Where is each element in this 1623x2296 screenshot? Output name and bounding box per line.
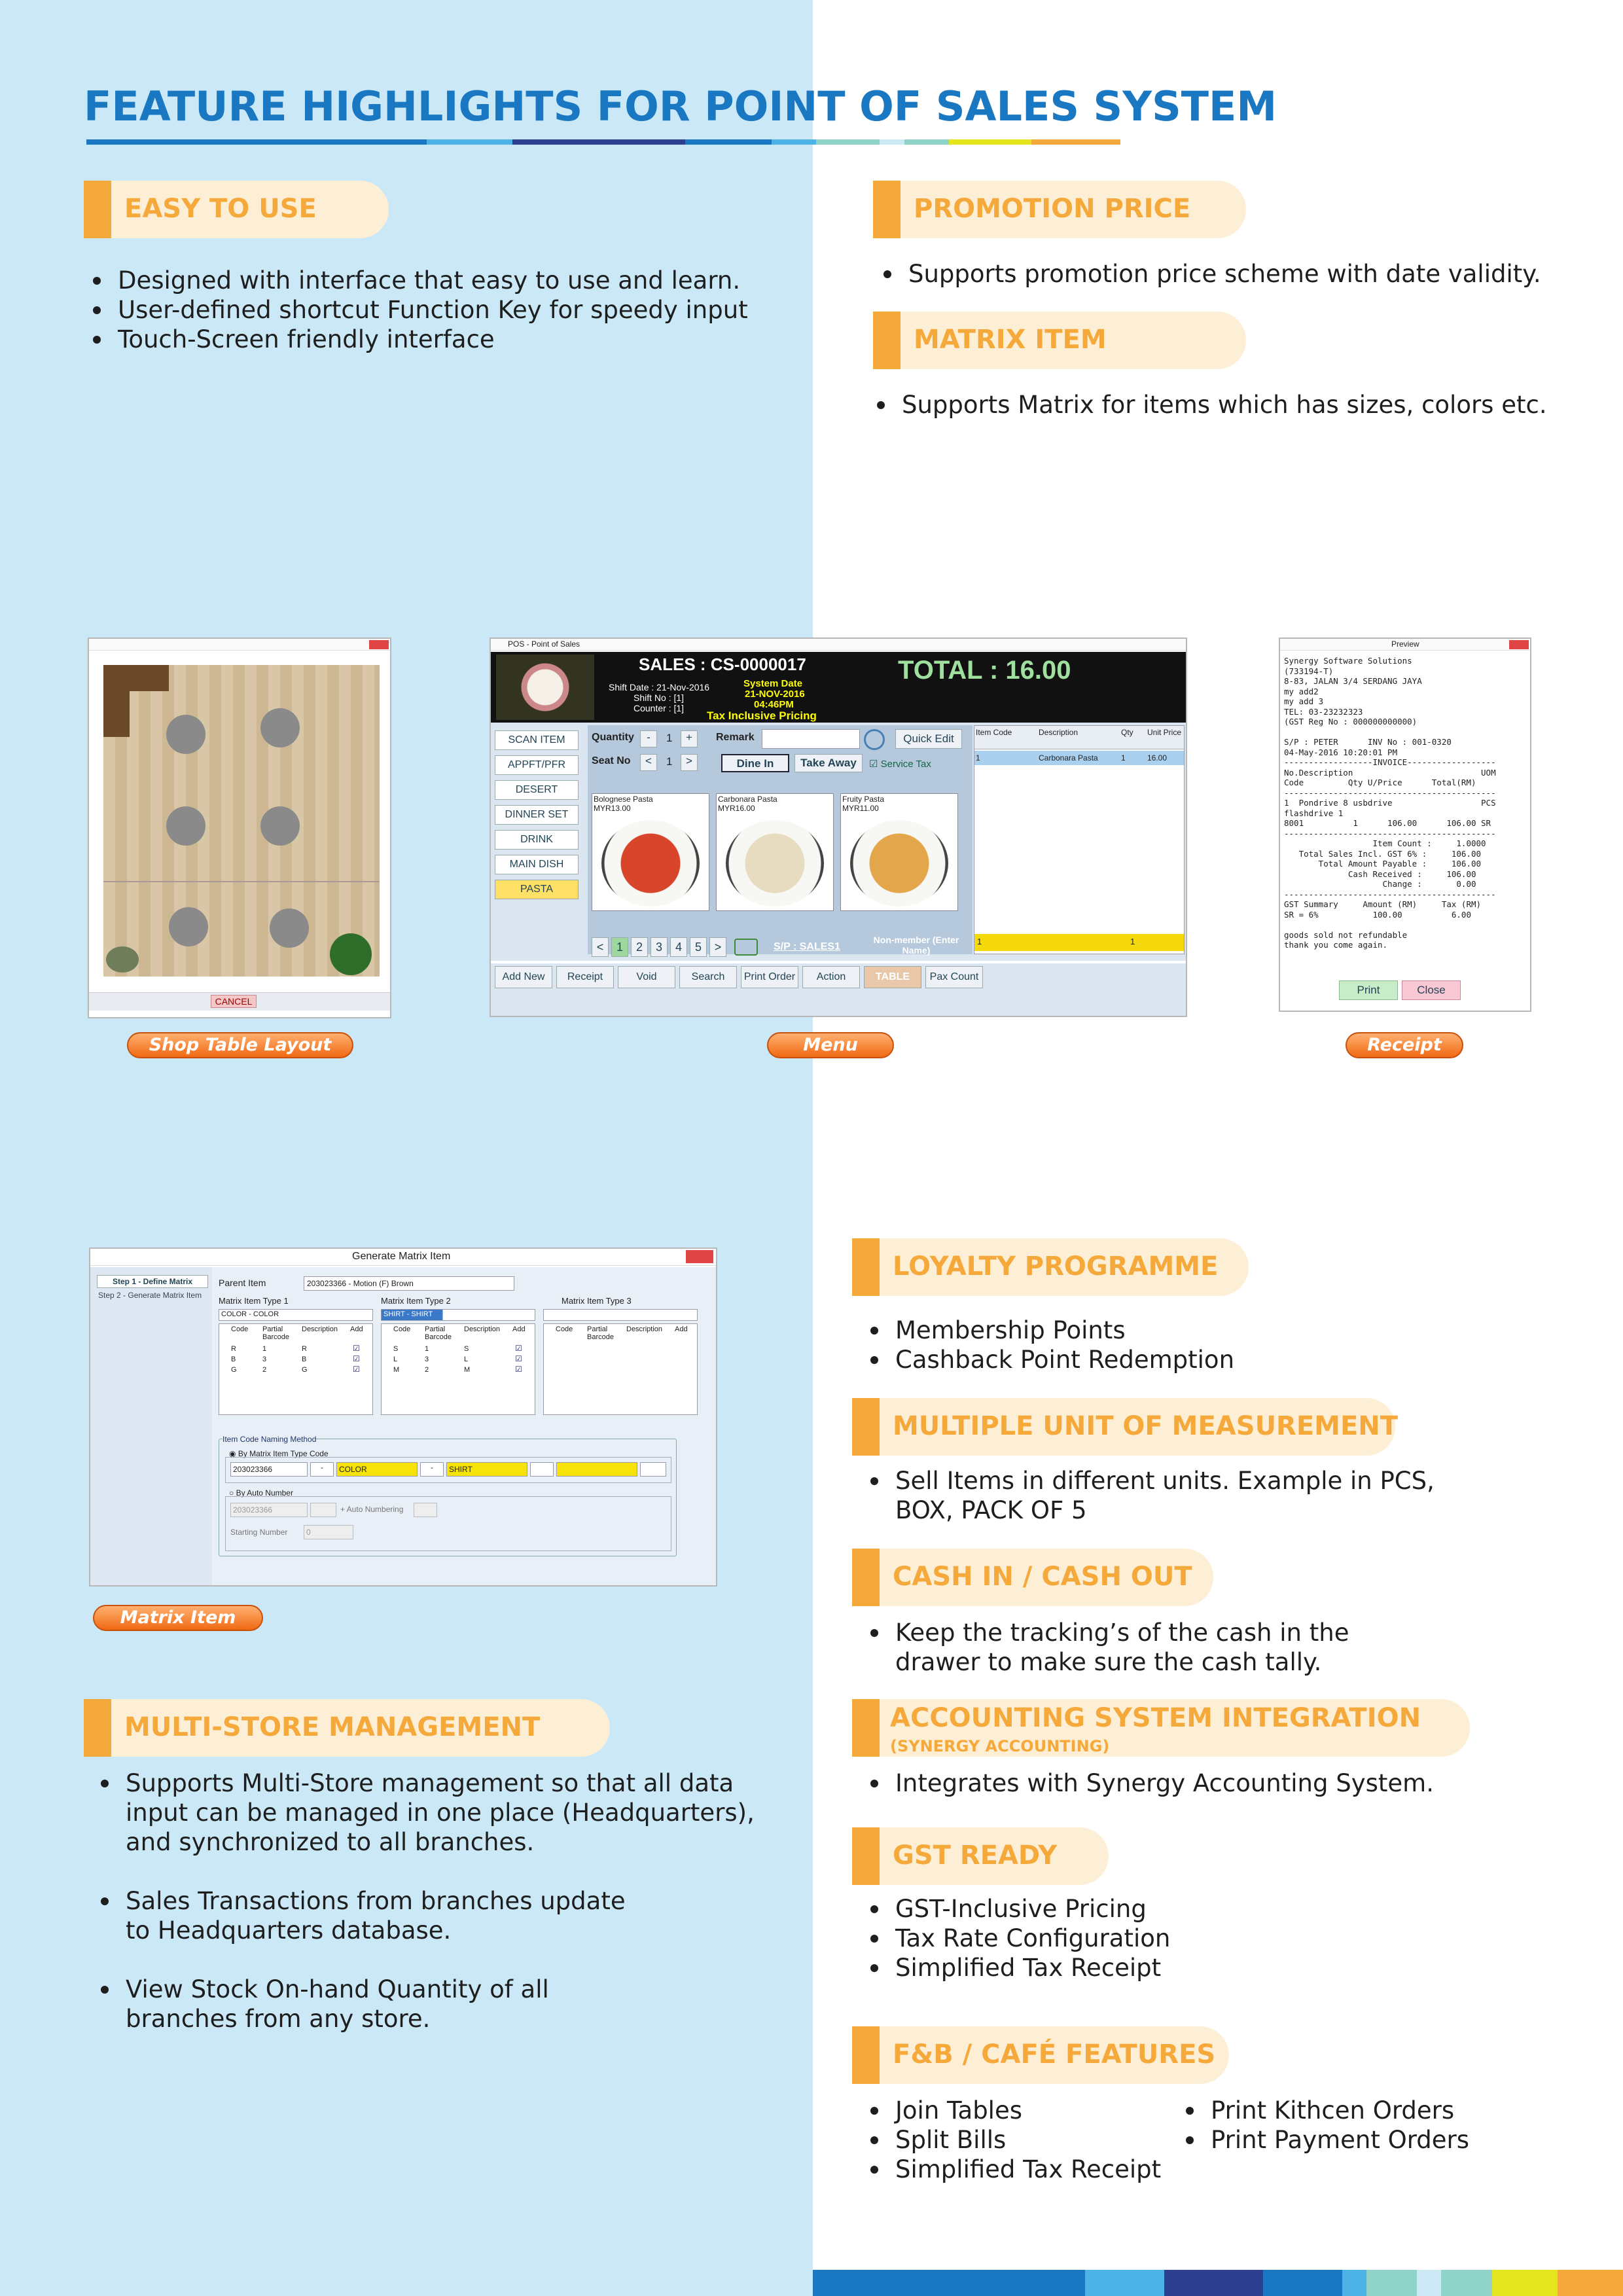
list-item: Supports promotion price scheme with date validity. xyxy=(880,259,1541,289)
stripe-segment xyxy=(1004,2270,1085,2296)
shift-no: Shift No : [1] xyxy=(633,692,685,703)
food-image xyxy=(850,820,948,906)
counter: Counter : [1] xyxy=(633,703,685,713)
table-2[interactable] xyxy=(260,708,300,747)
table-3[interactable] xyxy=(166,806,205,846)
section-heading: F&B / CAFÉ FEATURES xyxy=(893,2039,1216,2070)
caption-matrix-item: Matrix Item xyxy=(93,1605,263,1631)
list-item-line: Supports Multi-Store management so that all data xyxy=(126,1769,734,1797)
receipt-line: 8-83, JALAN 3/4 SERDANG JAYA xyxy=(1284,676,1422,686)
category-button[interactable]: DINNER SET xyxy=(495,805,579,825)
list-item: Designed with interface that easy to use and learn. xyxy=(89,266,748,295)
grid-header: Code xyxy=(393,1325,411,1333)
by-auto-label: By Auto Number xyxy=(236,1488,293,1498)
grid-cell[interactable]: M xyxy=(393,1366,400,1374)
table-layout-window xyxy=(88,637,391,1018)
parent-item-label: Parent Item xyxy=(219,1278,266,1288)
stripe-segment xyxy=(816,139,880,145)
section-heading: EASY TO USE xyxy=(124,194,317,224)
stripe-segment xyxy=(427,139,513,145)
receipt-line: ------------------------------------------- xyxy=(1284,828,1496,838)
list-item: Integrates with Synergy Accounting System. xyxy=(866,1768,1434,1798)
receipt-line: Total Sales Incl. GST 6% : 106.00 xyxy=(1284,848,1482,859)
tax-note: Tax Inclusive Pricing xyxy=(707,709,817,722)
grid-cell[interactable]: L xyxy=(464,1355,469,1363)
list-item xyxy=(866,1466,1435,1525)
stripe-segment xyxy=(1366,2270,1418,2296)
quick-edit-button[interactable]: Quick Edit xyxy=(895,729,962,749)
stripe-segment xyxy=(1263,2270,1342,2296)
separator-field[interactable]: - xyxy=(310,1462,334,1477)
list-item: Supports Matrix for items which has sizes, colors etc. xyxy=(873,390,1547,420)
shirt-field[interactable]: SHIRT xyxy=(446,1462,527,1477)
take-away-button[interactable]: Take Away xyxy=(794,754,863,772)
separator-field[interactable] xyxy=(530,1462,554,1477)
grid-header: Code xyxy=(231,1325,249,1333)
list-item xyxy=(866,1618,1349,1677)
promo-list xyxy=(880,259,1541,289)
pos-window xyxy=(490,637,1187,1017)
close-button[interactable]: Close xyxy=(1402,980,1461,1000)
list-item-line: branches from any store. xyxy=(126,2005,431,2033)
window-title: Generate Matrix Item xyxy=(352,1251,451,1262)
receipt-line: goods sold not refundable xyxy=(1284,929,1408,940)
section-loyalty xyxy=(852,1238,1249,1296)
grid-cell[interactable]: 3 xyxy=(425,1355,429,1363)
receipt-line: GST Summary Amount (RM) Tax (RM) xyxy=(1284,899,1482,909)
section-gst xyxy=(852,1827,1109,1885)
matrix-grid xyxy=(543,1323,698,1415)
add-checkbox[interactable]: ☑ xyxy=(515,1354,522,1363)
seat-value: 1 xyxy=(666,755,673,768)
receipt-line: 04-May-2016 10:20:01 PM xyxy=(1284,747,1398,757)
action-button[interactable]: Print Order xyxy=(741,966,798,988)
food-image xyxy=(496,655,594,720)
quantity-plus-button[interactable]: + xyxy=(681,730,698,747)
grid-cell: 1 xyxy=(1121,753,1126,762)
category-button[interactable]: DRINK xyxy=(495,830,579,850)
grid-cell[interactable]: 3 xyxy=(262,1355,267,1363)
stripe-segment xyxy=(86,139,340,145)
receipt-line: Cash Received : 106.00 xyxy=(1284,869,1476,879)
quantity-minus-button[interactable]: - xyxy=(640,730,657,747)
receipt-line: Code Qty U/Price Total(RM) xyxy=(1284,778,1476,787)
food-image xyxy=(601,820,700,906)
stripe-segment xyxy=(772,139,816,145)
receipt-line: TEL: 03-23232323 xyxy=(1284,706,1363,717)
plant-icon xyxy=(330,933,372,975)
grid-header: Add xyxy=(350,1325,363,1333)
list-item: Simplified Tax Receipt xyxy=(866,1953,1170,1982)
grid-header: Qty xyxy=(1121,728,1133,737)
list-item-line: View Stock On-hand Quantity of all xyxy=(126,1975,549,2003)
naming-method-title: Item Code Naming Method xyxy=(223,1435,317,1444)
section-heading: PROMOTION PRICE xyxy=(914,194,1191,224)
loyalty-list xyxy=(866,1316,1234,1374)
list-item: Touch-Screen friendly interface xyxy=(89,325,748,354)
stripe-segment xyxy=(512,139,599,145)
auto-numbering-label: + Auto Numbering xyxy=(340,1505,404,1514)
seat-prev-button[interactable]: < xyxy=(640,754,657,771)
grid-header: Code xyxy=(556,1325,573,1333)
seat-next-button[interactable]: > xyxy=(681,754,698,771)
section-heading: CASH IN / CASH OUT xyxy=(893,1562,1192,1592)
table-1[interactable] xyxy=(166,715,205,754)
receipt-line: Item Count : 1.0000 xyxy=(1284,838,1486,848)
list-item-line: BOX, PACK OF 5 xyxy=(895,1496,1087,1524)
action-button[interactable]: Action xyxy=(802,966,860,988)
grid-cell[interactable]: L xyxy=(393,1355,398,1363)
action-button[interactable]: TABLE xyxy=(864,966,921,988)
receipt-line xyxy=(1284,727,1526,738)
menu-item-price: MYR16.00 xyxy=(718,804,755,813)
matrix-type-label: Matrix Item Type 3 xyxy=(562,1296,632,1306)
stripe-segment xyxy=(1441,2270,1492,2296)
page-button[interactable]: < xyxy=(592,937,609,957)
seat-label: Seat No xyxy=(592,755,631,766)
color-field[interactable]: COLOR xyxy=(336,1462,418,1477)
category-button[interactable]: MAIN DISH xyxy=(495,855,579,874)
menu-item-card[interactable] xyxy=(716,793,834,911)
section-heading: GST READY xyxy=(893,1840,1058,1871)
code-field[interactable]: 203023366 xyxy=(230,1462,308,1477)
list-item: GST-Inclusive Pricing xyxy=(866,1894,1170,1924)
grid-cell[interactable]: G xyxy=(302,1366,308,1374)
stripe-segment xyxy=(949,139,1031,145)
menu-item-name: Bolognese Pasta xyxy=(594,795,653,804)
close-icon[interactable] xyxy=(1509,640,1529,649)
list-item: Join Tables xyxy=(866,2096,1161,2125)
close-icon[interactable] xyxy=(686,1250,713,1263)
footer-count: 1 xyxy=(977,937,982,946)
grid-cell: Carbonara Pasta xyxy=(1039,753,1098,762)
step-1-tab[interactable]: Step 1 - Define Matrix xyxy=(97,1275,208,1288)
menu-item-name: Fruity Pasta xyxy=(842,795,885,804)
receipt-line: Change : 0.00 xyxy=(1284,879,1476,889)
matrix-type-select[interactable] xyxy=(543,1309,698,1321)
close-icon[interactable] xyxy=(369,640,389,649)
fnb-list-right xyxy=(1182,2096,1469,2155)
list-item-line: Sell Items in different units. Example in PCS, xyxy=(895,1467,1435,1495)
grid-header: Partial Barcode xyxy=(262,1325,289,1341)
stripe-segment xyxy=(340,139,427,145)
menu-item-card[interactable] xyxy=(840,793,958,911)
grid-header: Item Code xyxy=(976,728,1012,737)
list-item: Print Kithcen Orders xyxy=(1182,2096,1469,2125)
grid-header: Description xyxy=(464,1325,501,1333)
matrix-type-select[interactable]: COLOR - COLOR xyxy=(219,1309,373,1321)
list-item-line: input can be managed in one place (Headquarters), xyxy=(126,1799,755,1827)
list-item: Membership Points xyxy=(866,1316,1234,1345)
accounting-list xyxy=(866,1768,1434,1798)
stripe-segment xyxy=(599,139,685,145)
stripe-segment xyxy=(1342,2270,1366,2296)
shift-date: Shift Date : 21-Nov-2016 xyxy=(609,682,710,692)
grid-header: Partial Barcode xyxy=(587,1325,614,1341)
receipt-line: 8001 1 106.00 106.00 SR xyxy=(1284,818,1491,828)
uom-list xyxy=(866,1466,1435,1525)
multi-store-list xyxy=(97,1768,755,2034)
list-item: Cashback Point Redemption xyxy=(866,1345,1234,1374)
page-button[interactable]: > xyxy=(709,937,726,957)
list-item-line: Sales Transactions from branches update xyxy=(126,1887,626,1915)
stripe-segment xyxy=(880,139,905,145)
caption-menu: Menu xyxy=(767,1032,894,1058)
list-item: Split Bills xyxy=(866,2125,1161,2155)
stripe-segment xyxy=(1558,2270,1623,2296)
grid-cell: 1 xyxy=(976,753,980,762)
action-button[interactable]: Add New xyxy=(495,966,552,988)
grid-cell[interactable]: S xyxy=(393,1345,399,1353)
list-item: Tax Rate Configuration xyxy=(866,1924,1170,1953)
auto-numbering-field[interactable] xyxy=(414,1503,437,1517)
window-title: Preview xyxy=(1391,639,1419,649)
system-time: 04:46PM xyxy=(754,699,794,710)
action-button[interactable]: Search xyxy=(679,966,737,988)
grid-cell[interactable]: S xyxy=(464,1345,469,1353)
stripe-segment xyxy=(1417,2270,1441,2296)
grid-cell[interactable]: B xyxy=(302,1355,307,1363)
receipt-line: ------------------------------------------- xyxy=(1284,889,1496,899)
grid-cell[interactable]: 1 xyxy=(425,1345,429,1353)
action-button[interactable]: Receipt xyxy=(556,966,614,988)
stripe-segment xyxy=(904,139,949,145)
caption-receipt: Receipt xyxy=(1346,1032,1463,1058)
cash-list xyxy=(866,1618,1349,1677)
matrix-list xyxy=(873,390,1547,420)
table-5[interactable] xyxy=(169,907,208,946)
grid-header: Description xyxy=(626,1325,663,1333)
list-item: Simplified Tax Receipt xyxy=(866,2155,1161,2184)
action-button[interactable]: Void xyxy=(618,966,675,988)
total-display: TOTAL : 16.00 xyxy=(898,656,1071,685)
stripe-segment xyxy=(1215,2270,1263,2296)
order-grid xyxy=(974,725,1185,954)
add-checkbox[interactable]: ☑ xyxy=(515,1344,522,1353)
receipt-line: flashdrive 1 xyxy=(1284,808,1344,818)
remark-input[interactable] xyxy=(762,729,860,749)
footer-qty: 1 xyxy=(1130,937,1135,946)
section-fnb xyxy=(852,2026,1229,2084)
page-button[interactable]: 2 xyxy=(631,937,648,957)
list-item xyxy=(97,1975,755,2034)
receipt-line: SR = 6% 100.00 6.00 xyxy=(1284,909,1471,920)
quantity-label: Quantity xyxy=(592,732,634,743)
grid-cell: 16.00 xyxy=(1147,753,1168,762)
floor-plan xyxy=(103,665,380,977)
add-checkbox[interactable]: ☑ xyxy=(515,1365,522,1374)
receipt-preview xyxy=(1284,656,1526,963)
separator-field[interactable]: - xyxy=(420,1462,444,1477)
section-uom xyxy=(852,1398,1399,1456)
grid-cell[interactable]: R xyxy=(231,1345,236,1353)
list-item: User-defined shortcut Function Key for speedy input xyxy=(89,295,748,325)
section-heading: MATRIX ITEM xyxy=(914,325,1107,355)
auto-separator-field[interactable] xyxy=(310,1503,336,1517)
action-bar xyxy=(491,963,1186,1016)
service-tax-label: Service Tax xyxy=(880,759,931,770)
stripe-segment xyxy=(1492,2270,1558,2296)
section-cash xyxy=(852,1549,1213,1606)
matrix-type-select[interactable]: SHIRT - SHIRT xyxy=(381,1309,535,1321)
grid-cell[interactable]: G xyxy=(231,1366,237,1374)
menu-item-card[interactable] xyxy=(592,793,709,911)
section-matrix-item xyxy=(873,312,1246,369)
remark-label: Remark xyxy=(716,732,755,743)
grid-header: Description xyxy=(1039,728,1079,737)
matrix-window xyxy=(89,1247,717,1587)
grid-cell[interactable]: R xyxy=(302,1345,307,1353)
plant-icon xyxy=(106,946,139,973)
service-tax-checkbox[interactable]: ☑ Service Tax xyxy=(869,759,931,770)
receipt-line: (733194-T) xyxy=(1284,666,1334,676)
salesperson[interactable]: S/P : SALES1 xyxy=(774,941,840,952)
suffix-field[interactable] xyxy=(640,1462,666,1477)
list-item xyxy=(97,1768,755,1857)
type3-field[interactable] xyxy=(556,1462,637,1477)
category-button[interactable]: PASTA xyxy=(495,880,579,899)
window-title: POS - Point of Sales xyxy=(508,639,580,649)
grid-cell[interactable]: 1 xyxy=(262,1345,267,1353)
grid-cell[interactable]: B xyxy=(231,1355,236,1363)
grid-header: Add xyxy=(675,1325,688,1333)
quantity-value: 1 xyxy=(666,732,673,744)
section-promotion-price xyxy=(873,181,1246,238)
auto-code-field[interactable]: 203023366 xyxy=(230,1503,308,1517)
cancel-button[interactable]: CANCEL xyxy=(211,995,257,1008)
page-button[interactable]: 5 xyxy=(690,937,707,957)
print-button[interactable]: Print xyxy=(1339,980,1398,1000)
caption-shop-table-layout: Shop Table Layout xyxy=(127,1032,353,1058)
receipt-window xyxy=(1279,637,1531,1012)
stripe-segment xyxy=(813,2270,1004,2296)
grid-header: Partial Barcode xyxy=(425,1325,452,1341)
menu-item-name: Carbonara Pasta xyxy=(718,795,777,804)
receipt-line: No.Description UOM xyxy=(1284,767,1496,778)
receipt-line: ------------------INVOICE------------------ xyxy=(1284,757,1496,767)
title-underline xyxy=(86,139,1120,145)
add-checkbox[interactable]: ☑ xyxy=(353,1354,360,1363)
bottom-color-bar xyxy=(813,2270,1623,2296)
list-item-line: Keep the tracking’s of the cash in the xyxy=(895,1619,1349,1647)
grid-header: Add xyxy=(512,1325,526,1333)
category-button[interactable]: APPFT/PFR xyxy=(495,755,579,775)
keyboard-icon[interactable] xyxy=(734,939,758,956)
receipt-line xyxy=(1284,920,1526,930)
receipt-line: Total Amount Payable : 106.00 xyxy=(1284,859,1482,869)
stripe-segment xyxy=(1085,2270,1164,2296)
section-easy-to-use xyxy=(84,181,389,238)
system-date-label: System Date xyxy=(743,678,803,689)
section-multi-store xyxy=(84,1699,610,1757)
by-type-radio[interactable]: ◉ By Matrix Item Type Code xyxy=(229,1449,329,1458)
gst-list xyxy=(866,1894,1170,1982)
table-4[interactable] xyxy=(260,806,300,846)
step-2-tab[interactable]: Step 2 - Generate Matrix Item xyxy=(98,1291,202,1300)
page-button[interactable]: 1 xyxy=(611,937,628,957)
menu-item-price: MYR11.00 xyxy=(842,804,879,813)
receipt-line: my add2 xyxy=(1284,686,1319,696)
list-item-line: drawer to make sure the cash tally. xyxy=(895,1648,1322,1676)
sales-number: SALES : CS-0000017 xyxy=(639,655,806,674)
section-heading: LOYALTY PROGRAMME xyxy=(893,1251,1219,1282)
stripe-segment xyxy=(1164,2270,1215,2296)
grid-header: Unit Price xyxy=(1147,728,1182,737)
matrix-type-label: Matrix Item Type 2 xyxy=(381,1296,451,1306)
section-heading: ACCOUNTING SYSTEM INTEGRATION xyxy=(890,1703,1421,1733)
matrix-grid xyxy=(381,1323,535,1415)
grid-cell[interactable]: 2 xyxy=(262,1366,267,1374)
page-title: FEATURE HIGHLIGHTS FOR POINT OF SALES SYSTEM xyxy=(84,82,1277,130)
menu-item-price: MYR13.00 xyxy=(594,804,631,813)
receipt-line: Synergy Software Solutions xyxy=(1284,656,1412,666)
search-icon[interactable] xyxy=(864,729,885,750)
parent-item-select[interactable]: 203023366 - Motion (F) Brown xyxy=(304,1276,514,1291)
section-accounting xyxy=(852,1699,1470,1757)
receipt-line: (GST Reg No : 000000000000) xyxy=(1284,717,1418,726)
matrix-grid xyxy=(219,1323,373,1415)
easy-list xyxy=(89,266,748,354)
stripe-segment xyxy=(685,139,772,145)
grid-header: Description xyxy=(302,1325,338,1333)
member-field[interactable]: Non-member (Enter Name) xyxy=(873,935,959,956)
pos-header xyxy=(491,652,1186,723)
by-auto-radio[interactable]: ○ By Auto Number xyxy=(229,1488,293,1498)
receipt-line: 1 Pondrive 8 usbdrive PCS xyxy=(1284,798,1496,808)
grid-cell[interactable]: 2 xyxy=(425,1366,429,1374)
category-button[interactable]: SCAN ITEM xyxy=(495,730,579,750)
section-heading: MULTIPLE UNIT OF MEASUREMENT xyxy=(893,1411,1399,1441)
section-subheading: (SYNERGY ACCOUNTING) xyxy=(890,1737,1110,1755)
add-checkbox[interactable]: ☑ xyxy=(353,1365,360,1374)
by-type-label: By Matrix Item Type Code xyxy=(238,1449,329,1458)
receipt-line: S/P : PETER INV No : 001-0320 xyxy=(1284,737,1452,747)
receipt-line: ------------------------------------------- xyxy=(1284,787,1496,798)
list-item-line: to Headquarters database. xyxy=(126,1916,452,1945)
list-item-line: and synchronized to all branches. xyxy=(126,1828,535,1856)
page-button[interactable]: 3 xyxy=(651,937,668,957)
table-6[interactable] xyxy=(270,908,309,948)
section-heading: MULTI-STORE MANAGEMENT xyxy=(124,1712,541,1742)
list-item: Print Payment Orders xyxy=(1182,2125,1469,2155)
add-checkbox[interactable]: ☑ xyxy=(353,1344,360,1353)
system-date: 21-NOV-2016 xyxy=(745,689,805,700)
starting-number-field[interactable]: 0 xyxy=(304,1525,353,1539)
food-image xyxy=(726,820,824,906)
starting-number-label: Starting Number xyxy=(230,1528,288,1537)
grid-cell[interactable]: M xyxy=(464,1366,471,1374)
stripe-segment xyxy=(1031,139,1120,145)
category-button[interactable]: DESERT xyxy=(495,780,579,800)
list-item xyxy=(97,1886,755,1945)
page-button[interactable]: 4 xyxy=(670,937,687,957)
receipt-line: my add 3 xyxy=(1284,696,1324,706)
dine-in-button[interactable]: Dine In xyxy=(721,754,789,772)
receipt-line: thank you come again. xyxy=(1284,940,1388,950)
matrix-type-label: Matrix Item Type 1 xyxy=(219,1296,289,1306)
action-button[interactable]: Pax Count xyxy=(925,966,983,988)
fnb-list-left xyxy=(866,2096,1161,2184)
